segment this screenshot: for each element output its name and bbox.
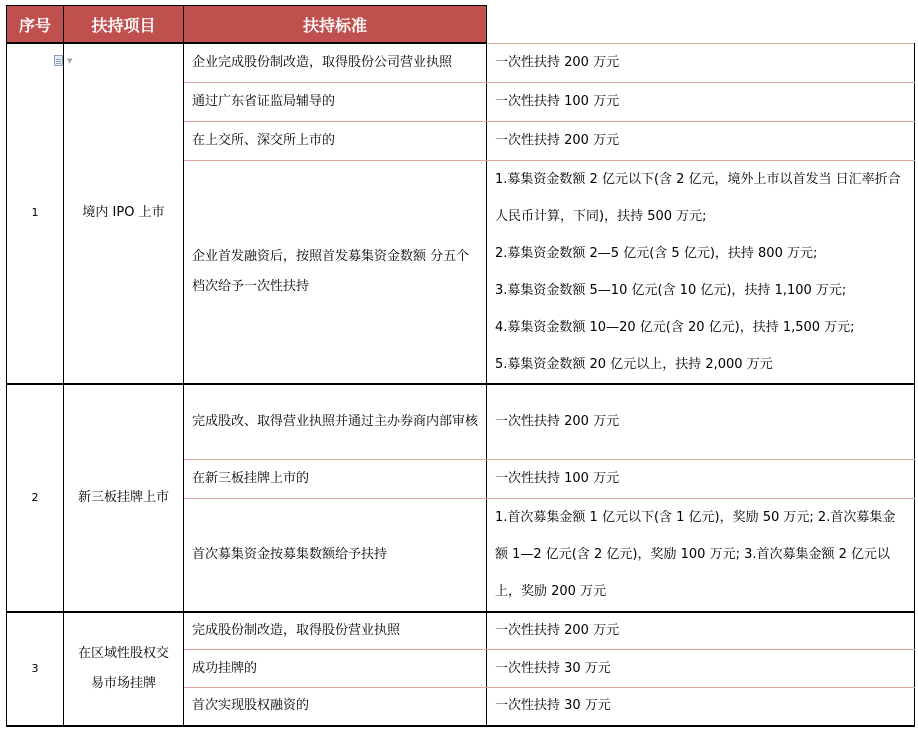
standard-cell: 一次性扶持 100 万元 (487, 460, 915, 499)
item-cell: 在新三板挂牌上市的 (184, 460, 487, 499)
header-item: 扶持项目 (64, 6, 184, 44)
standard-line: 2.募集资金数额 2—5 亿元(含 5 亿元)，扶持 800 万元; (495, 245, 818, 261)
standard-cell: 一次性扶持 100 万元 (487, 82, 915, 121)
standard-line: 3.募集资金数额 5—10 亿元(含 10 亿元)，扶持 1,100 万元; (495, 282, 847, 298)
seq-cell: 3 (7, 612, 64, 726)
category-cell: 新三板挂牌上市 (64, 384, 184, 612)
header-standard: 扶持标准 (184, 6, 487, 44)
standard-cell: 一次性扶持 200 万元 (487, 121, 915, 160)
header-seq: 序号 (7, 6, 64, 44)
table-row (7, 43, 915, 82)
seq-cell: 1 (7, 43, 64, 384)
standard-cell: 1.首次募集金额 1 亿元以下(含 1 亿元)，奖励 50 万元; 2.首次募集金额 1—2 亿元(含 2 亿元)，奖励 100 万元; 3.首次募集金额 2 亿元以上，奖励 200 万元 (487, 499, 915, 612)
table-row (7, 384, 915, 460)
item-cell: 成功挂牌的 (184, 650, 487, 688)
seq-cell: 2 (7, 384, 64, 612)
item-cell: 完成股份制改造，取得股份营业执照 (184, 612, 487, 650)
support-policy-table (6, 5, 915, 727)
category-cell: 境内 IPO 上市 (64, 43, 184, 384)
item-cell: 企业首发融资后，按照首发募集资金数额 分五个档次给予一次性扶持 (184, 160, 487, 384)
standard-cell: 一次性扶持 200 万元 (487, 384, 915, 460)
standard-line: 1.募集资金数额 2 亿元以下(含 2 亿元，境外上市以首发当 日汇率折合人民币计算，下同)，扶持 500 万元; (495, 171, 901, 224)
standard-cell: 一次性扶持 200 万元 (487, 612, 915, 650)
standard-cell: 一次性扶持 30 万元 (487, 688, 915, 726)
table-row (7, 612, 915, 650)
item-cell: 完成股改、取得营业执照并通过主办券商内部审核 (184, 384, 487, 460)
category-cell: 在区域性股权交易市场挂牌 (64, 612, 184, 726)
header-row (7, 6, 915, 44)
standard-cell: 一次性扶持 30 万元 (487, 650, 915, 688)
item-cell: 通过广东省证监局辅导的 (184, 82, 487, 121)
item-cell: 在上交所、深交所上市的 (184, 121, 487, 160)
standard-line: 5.募集资金数额 20 亿元以上，扶持 2,000 万元 (495, 356, 773, 372)
item-cell: 首次募集资金按募集数额给予扶持 (184, 499, 487, 612)
item-cell: 首次实现股权融资的 (184, 688, 487, 726)
item-cell: 企业完成股份制改造，取得股份公司营业执照 (184, 43, 487, 82)
standard-line: 4.募集资金数额 10—20 亿元(含 20 亿元)，扶持 1,500 万元; (495, 319, 855, 335)
document-icon: ▼ (54, 55, 78, 67)
standard-cell: 一次性扶持 200 万元 (487, 43, 915, 82)
standard-cell (487, 160, 915, 384)
